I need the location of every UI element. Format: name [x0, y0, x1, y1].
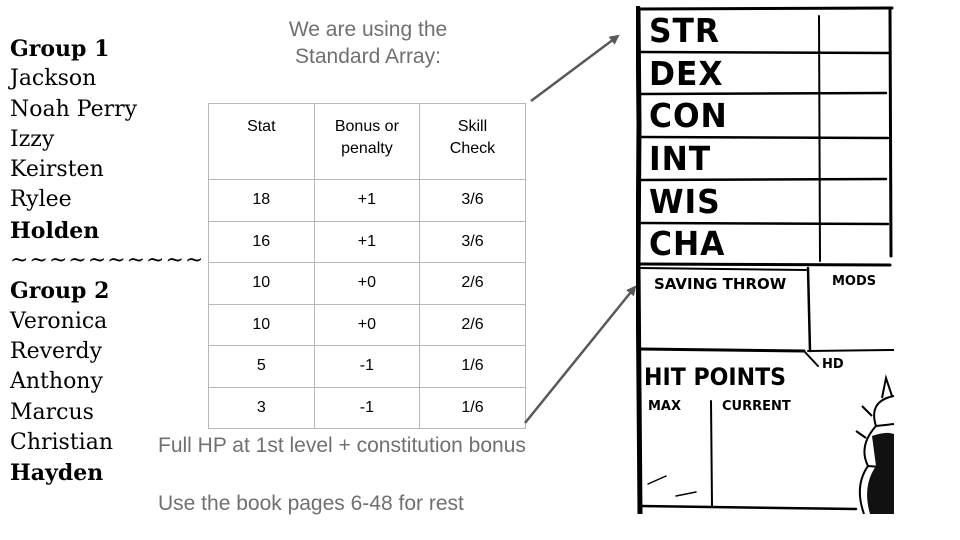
group-1-member: Keirsten	[10, 157, 104, 183]
cell-skill-check: 1/6	[420, 387, 526, 429]
sheet-hd-label: HD	[822, 357, 844, 372]
sheet-stat-int: INT	[649, 139, 712, 178]
table-row	[209, 180, 526, 222]
group-1-member: Rylee	[10, 187, 72, 213]
cell-bonus: -1	[314, 387, 420, 429]
cell-stat: 16	[209, 221, 315, 263]
header-bonus-label: Bonus or penalty	[334, 118, 399, 157]
book-note: Use the book pages 6-48 for rest	[158, 492, 464, 515]
header-stat: Stat	[209, 104, 315, 180]
sheet-max-label: MAX	[648, 399, 682, 414]
cell-bonus: -1	[314, 346, 420, 388]
cell-skill-check: 3/6	[420, 221, 526, 263]
cell-skill-check: 1/6	[420, 346, 526, 388]
table-row	[209, 304, 526, 346]
group-2-member: Reverdy	[10, 338, 103, 364]
group-1-member: Noah Perry	[10, 96, 138, 122]
cell-stat: 10	[209, 304, 315, 346]
arrow-to-hit-points	[525, 287, 635, 423]
group-2-member: Anthony	[10, 369, 103, 395]
sheet-saving-throw-label: SAVING THROW	[654, 275, 787, 293]
group-2-member: Veronica	[10, 308, 108, 334]
cell-stat: 3	[209, 387, 315, 429]
sheet-stat-con: CON	[649, 96, 728, 135]
cell-skill-check: 2/6	[420, 263, 526, 305]
group-roster	[10, 34, 204, 488]
group-separator: ~~~~~~~~~~	[10, 248, 205, 274]
sheet-stat-dex: DEX	[649, 54, 724, 93]
table-row	[209, 263, 526, 305]
character-sheet-excerpt	[636, 6, 894, 514]
group-1-leader: Holden	[10, 217, 100, 244]
hp-note: Full HP at 1st level + constitution bonus	[158, 434, 526, 457]
cell-stat: 5	[209, 346, 315, 388]
cell-bonus: +0	[314, 263, 420, 305]
sheet-stat-str: STR	[649, 11, 720, 50]
cell-bonus: +1	[314, 180, 420, 222]
table-row	[209, 387, 526, 429]
cell-skill-check: 3/6	[420, 180, 526, 222]
header-skill-check	[420, 104, 526, 180]
cell-bonus: +0	[314, 304, 420, 346]
group-2-member: Marcus	[10, 399, 94, 425]
cell-bonus: +1	[314, 221, 420, 263]
standard-array-heading	[258, 16, 478, 70]
cell-stat: 10	[209, 263, 315, 305]
group-2-leader: Hayden	[10, 460, 104, 487]
header-skill-check-label: Skill Check	[449, 118, 496, 157]
standard-array-table	[208, 103, 526, 429]
cell-skill-check: 2/6	[420, 304, 526, 346]
cell-stat: 18	[209, 180, 315, 222]
group-1-title: Group 1	[10, 36, 110, 62]
group-1-member: Izzy	[10, 126, 55, 152]
heading-line-2: Standard Array:	[295, 45, 441, 68]
table-header-row	[209, 104, 526, 180]
sheet-hit-points-label: HIT POINTS	[644, 363, 787, 391]
arrow-to-stats	[531, 36, 618, 101]
sheet-mods-label: MODS	[832, 274, 877, 289]
sheet-stat-cha: CHA	[649, 224, 726, 263]
group-1-member: Jackson	[10, 66, 97, 92]
sheet-stat-wis: WIS	[649, 182, 721, 221]
table-row	[209, 346, 526, 388]
sheet-current-label: CURRENT	[722, 399, 791, 414]
table-row	[209, 221, 526, 263]
heading-line-1: We are using the	[288, 18, 448, 41]
group-2-member: Christian	[10, 429, 114, 455]
group-2-title: Group 2	[10, 278, 110, 305]
header-bonus	[314, 104, 420, 180]
